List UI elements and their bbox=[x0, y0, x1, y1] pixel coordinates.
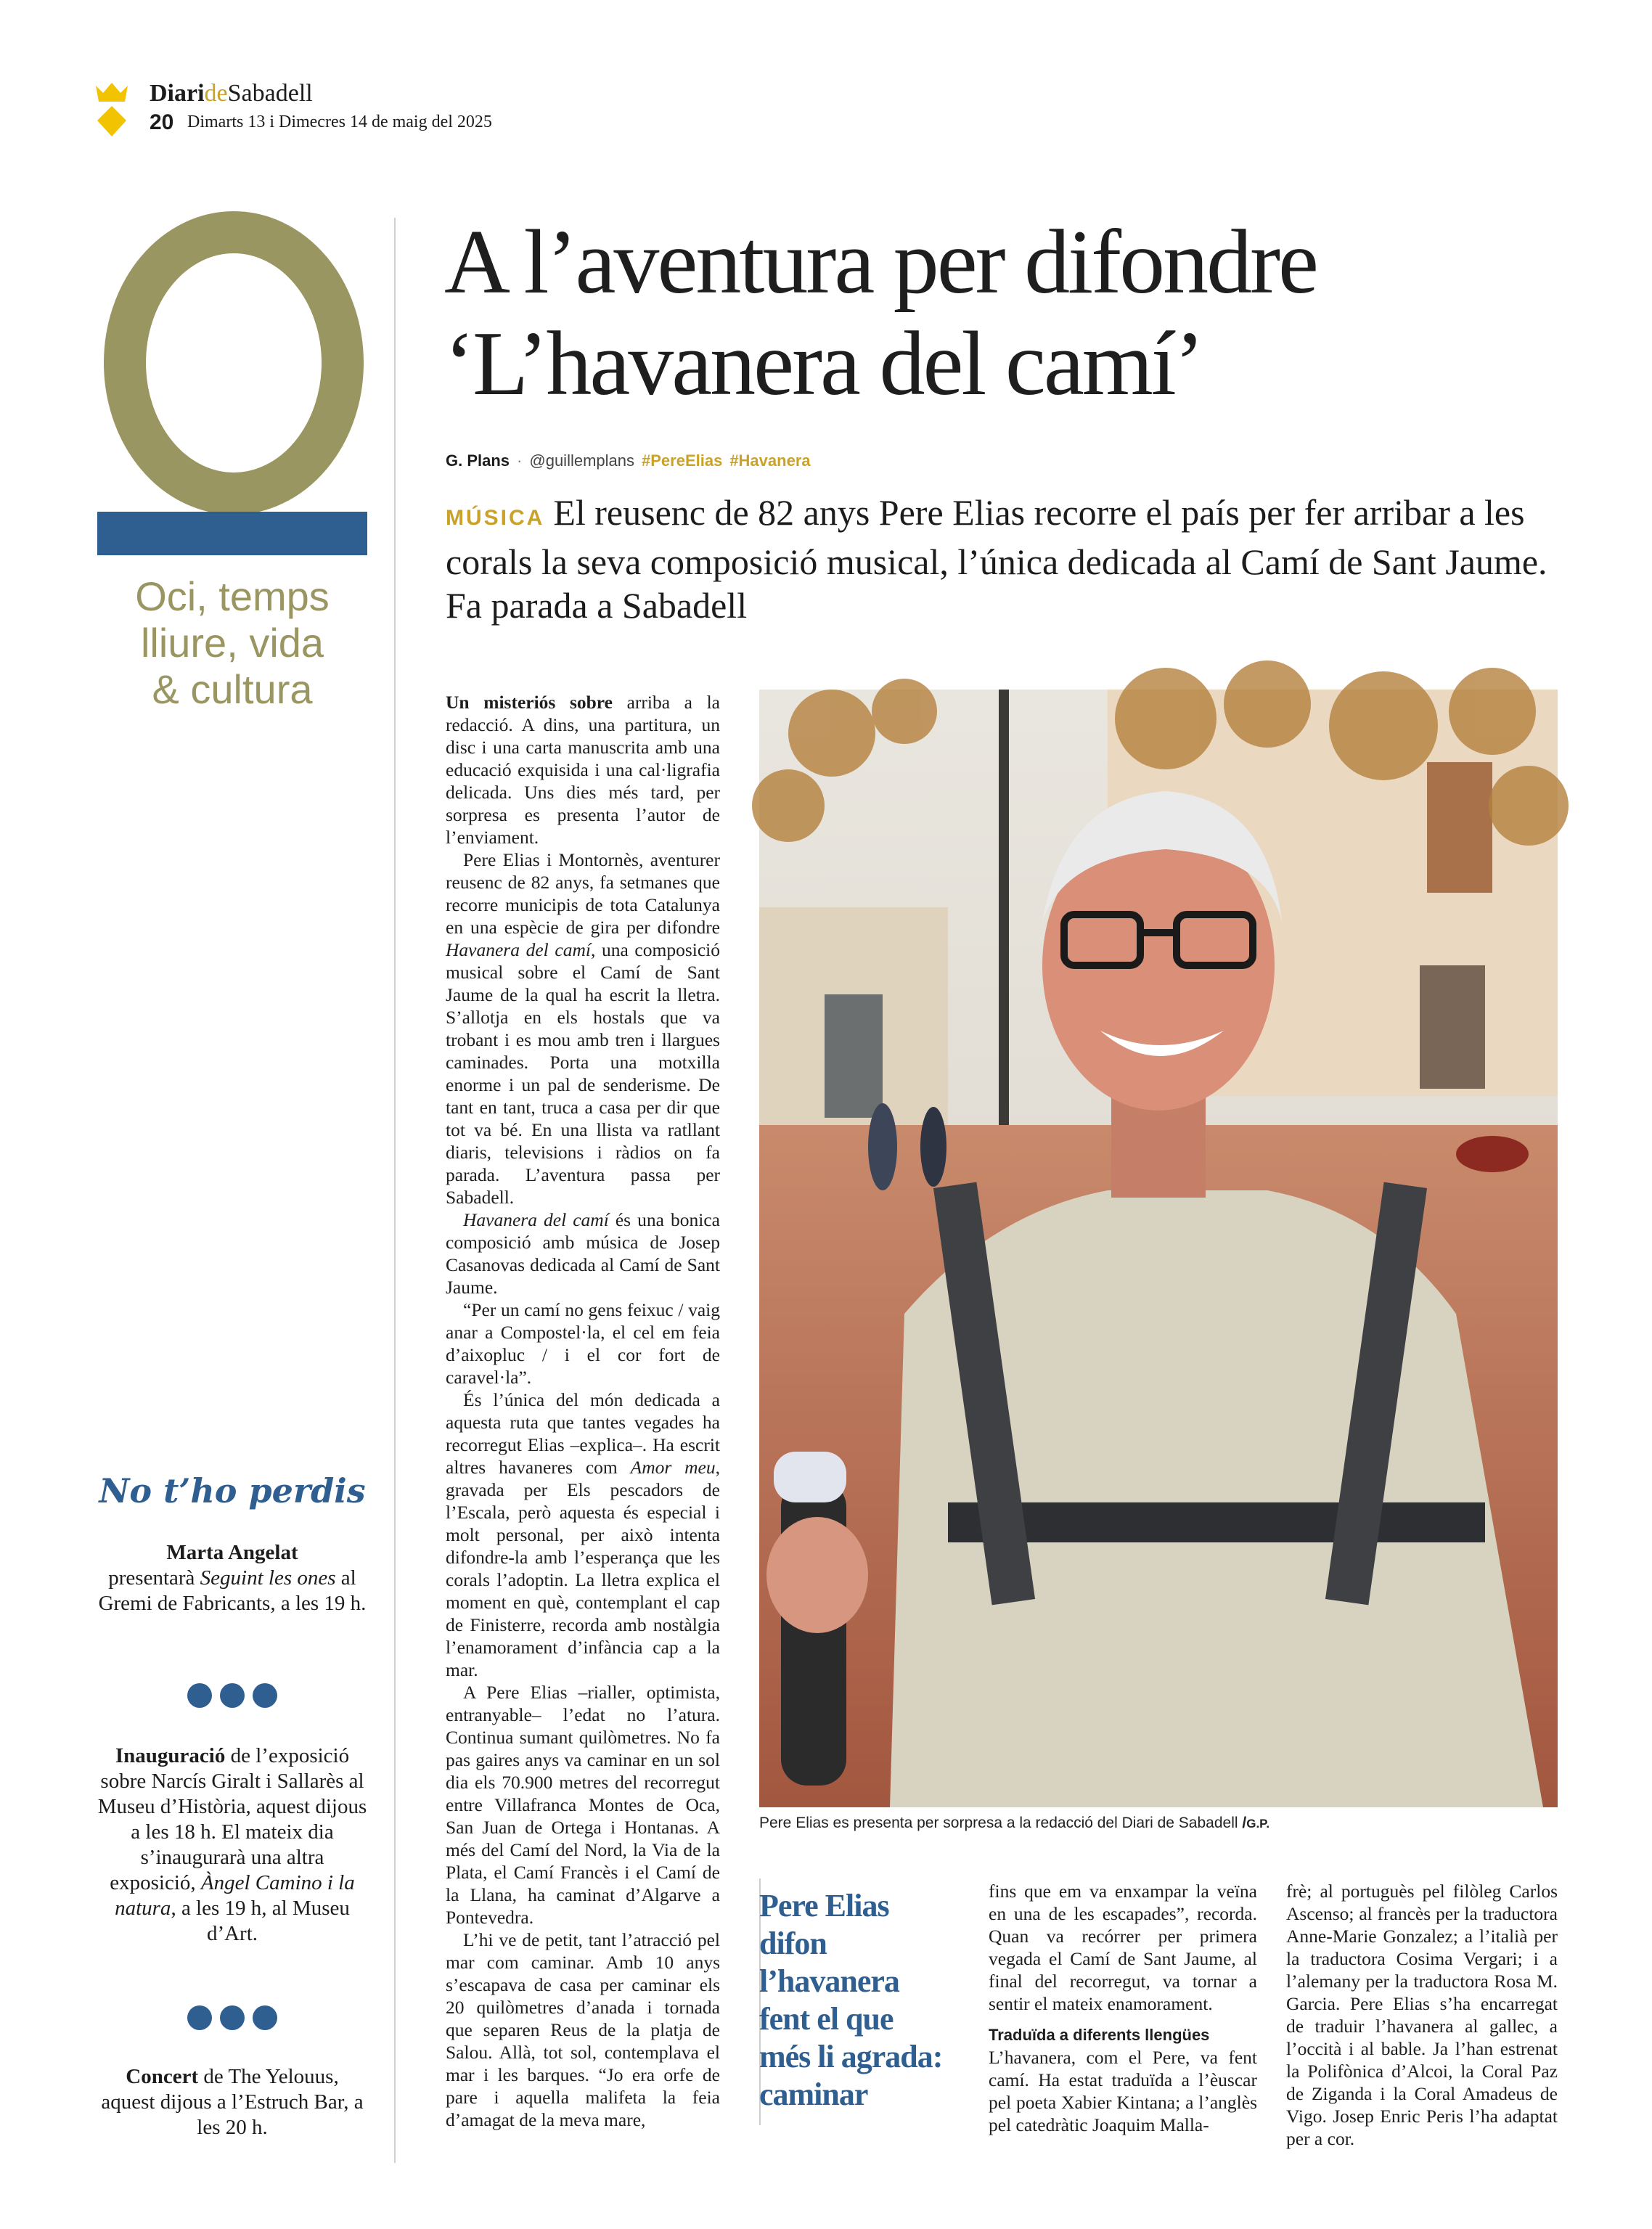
issue-date: Dimarts 13 i Dimecres 14 de maig del 2025 bbox=[187, 113, 492, 131]
section-color-bar bbox=[97, 512, 367, 555]
event-item bbox=[97, 1743, 367, 1947]
author-name: G. Plans bbox=[446, 451, 510, 470]
paragraph bbox=[446, 1298, 720, 1388]
event-title: Inauguració bbox=[115, 1744, 226, 1767]
article-body-column-2 bbox=[989, 1880, 1257, 2136]
lede-text: El reusenc de 82 anys Pere Elias recorre el país per fer arribar a les corals la seva composició musical, l’única dedicada al Camí de Sant Jaume. Fa parada a Sabadell bbox=[446, 492, 1547, 626]
paragraph-text: Pere Elias i Montornès, aventurer reusenc de 82 anys, fa setmanes que recorre municipis de tota Catalunya en una espècie de gira per difondre bbox=[446, 849, 720, 938]
credit-slash: / bbox=[1242, 1815, 1247, 1831]
pull-quote: Pere Elias difon l’havanera fent el que més li agrada: caminar bbox=[759, 1888, 943, 2112]
paragraph-text: “Per un camí no gens feixuc / vaig anar a Compostel·la, el cel em feia d’aixopluc / i el cor fort de caravel·la”. bbox=[446, 1299, 720, 1388]
paragraph bbox=[989, 1880, 1257, 2015]
brand-part-diari: Diari bbox=[150, 80, 205, 107]
byline bbox=[446, 451, 811, 470]
author-handle[interactable]: @guillemplans bbox=[529, 451, 634, 470]
event-emphasis: Àngel Camino i la natura bbox=[115, 1871, 355, 1920]
section-kicker: MÚSICA bbox=[446, 506, 545, 530]
event-title: Marta Angelat bbox=[166, 1541, 298, 1564]
paragraph-text: , gravada per Els pescadors de l’Escala, però aquesta és especial i molt personal, per això intenta difondre-la amb l’esperança que les corals l’adoptin. La lletra explica el moment en què, contemplant el cap de Finisterre, recorda amb nostàlgia l’enamorament d’infància cap a la mar. bbox=[446, 1457, 721, 1680]
paragraph-text: , una composició musical sobre el Camí de Sant Jaume de la qual ha escrit la lletra. S’allotja en els hostals que va trobant i es mou amb tren i llargues caminades. Porta una motxilla enorme i un pal de senderisme. De tant en tant, truca a casa per dir que tot va bé. En una llista va ratllant diaris, televisions i ràdios on fa parada. L’aventura passa per Sabadell. bbox=[446, 939, 720, 1208]
paragraph bbox=[446, 1388, 720, 1681]
event-text: de l’exposició sobre Narcís Giralt i Sallarès al Museu d’Història, aquest dijous a les 18 h. El mateix dia s’inaugurarà una altra exposició, bbox=[97, 1744, 367, 1894]
paragraph-emphasis: Havanera del camí bbox=[446, 939, 591, 960]
brand-name[interactable] bbox=[150, 80, 313, 107]
event-text: al Gremi de Fabricants, a les 19 h. bbox=[98, 1566, 367, 1615]
section-name-line-1: Oci, temps bbox=[135, 573, 330, 619]
paragraph bbox=[446, 1929, 720, 2131]
event-item bbox=[97, 2064, 367, 2140]
event-text: de The Yelouus, aquest dijous a l’Estruch Bar, a les 20 h. bbox=[101, 2065, 364, 2139]
lead-in: Un misteriós sobre bbox=[446, 692, 613, 713]
paragraph bbox=[446, 1208, 720, 1298]
article-body-column-3 bbox=[1286, 1880, 1558, 2150]
article-photo bbox=[759, 690, 1558, 1807]
paragraph-text: És l’única del món dedicada a aquesta ruta que tantes vegades ha recorregut Elias –explica–. Ha escrit altres havaneres com bbox=[446, 1389, 720, 1478]
paragraph-emphasis: Havanera del camí bbox=[463, 1209, 609, 1230]
section-letter-o bbox=[94, 218, 374, 508]
column-divider bbox=[394, 218, 396, 2163]
hashtag-pereelias[interactable]: #PereElias bbox=[642, 451, 723, 470]
paragraph bbox=[989, 2046, 1257, 2136]
article-lede bbox=[446, 491, 1578, 627]
headline-line-1: A l’aventura per difondre bbox=[444, 212, 1317, 313]
brand-part-sabadell: Sabadell bbox=[227, 80, 313, 107]
paragraph-text: és una bonica composició amb música de Josep Casanovas dedicada al Camí de Sant Jaume. bbox=[446, 1209, 721, 1298]
paragraph bbox=[1286, 1880, 1558, 2150]
paragraph bbox=[446, 691, 720, 848]
paragraph-text: frè; al portuguès pel filòleg Carlos Ascenso; al francès per la traductora Anne-Marie Gonzalez; a l’italià per la traductora Cosima Vergari; i a l’alemany per la traductora Rosa M. Garcia. Pere Elias s’ha encarregat de traduir l’havanera al gallec, a l’occità i al bable. Ja l’han estrenat la Polifònica d’Alcoi, la Coral Paz de Ziganda i la Coral Amadeus de Vigo. Josep Enric Peris l’ha adaptat per a cor. bbox=[1286, 1881, 1558, 2149]
paragraph-text: A Pere Elias –rialler, optimista, entranyable– l’edat no l’atura. Continua sumant quilòmetres. No fa pas gaires anys va caminar en un sol dia els 70.900 metres del recorregut entre Villafranca Montes de Oca, San Juan de Ortega i Hontanas. A més del Camí del Nord, la Via de la Plata, el Camí Francès i el Camí de la Llana, ha caminat d’Algarve a Pontevedra. bbox=[446, 1682, 720, 1928]
byline-separator: · bbox=[517, 451, 523, 470]
photo-credit: G.P. bbox=[1246, 1817, 1270, 1831]
article-headline bbox=[444, 212, 1577, 415]
article-subheading: Traduïda a diferents llengües bbox=[989, 2026, 1210, 2044]
paragraph-text: L’havanera, com el Pere, va fent camí. Ha estat traduïda a l’èuscar pel poeta Xabier Kintana; a l’anglès pel catedràtic Joaquim Malla- bbox=[989, 2047, 1257, 2135]
photo-caption bbox=[759, 1815, 1558, 1832]
sidebar-title bbox=[99, 1459, 366, 1517]
event-item bbox=[97, 1540, 367, 1616]
paragraph bbox=[446, 848, 720, 1208]
event-title: Concert bbox=[126, 2065, 199, 2088]
paragraph-emphasis: Amor meu bbox=[630, 1457, 716, 1478]
paragraph bbox=[446, 1681, 720, 1929]
three-dots-separator-icon bbox=[185, 1682, 279, 1709]
brand-part-de: de bbox=[204, 80, 228, 107]
section-name bbox=[97, 573, 367, 713]
three-dots-separator-icon bbox=[185, 2005, 279, 2031]
event-text: , a les 19 h, al Museu d’Art. bbox=[171, 1897, 350, 1945]
event-text: presentarà bbox=[108, 1566, 200, 1590]
sidebar-title-text: No t’ho perdis bbox=[99, 1471, 366, 1510]
paragraph-text: L’hi ve de petit, tant l’atracció pel mar com caminar. Amb 10 anys s’escapava de casa per caminar els 20 quilòmetres d’anada i tornada que separen Reus de la platja de Salou. Allà, tot sol, contemplava el mar i les barques. “Jo era orfe de pare i aquella malifeta la feia d’amagat de la meva mare, bbox=[446, 1929, 720, 2130]
crown-diamond-logo-icon bbox=[93, 80, 131, 138]
paragraph-text: fins que em va enxampar la veïna en una de les escapades”, recorda. Quan va recórrer per primera vegada el Camí de Sant Jaume, al final del recorregut, va tornar a sentir el mateix enamorament. bbox=[989, 1881, 1257, 2014]
paragraph-text: arriba a la redacció. A dins, una partitura, un disc i una carta manuscrita amb una educació exquisida i una cal·ligrafia delicada. Uns dies més tard, per sorpresa es presenta l’autor de l’enviament. bbox=[446, 692, 720, 848]
headline-line-2: ‘L’havanera del camí’ bbox=[444, 314, 1203, 414]
page-number: 20 bbox=[150, 110, 174, 134]
section-name-line-3: & cultura bbox=[152, 666, 313, 712]
section-name-line-2: lliure, vida bbox=[140, 620, 324, 666]
hashtag-havanera[interactable]: #Havanera bbox=[729, 451, 811, 470]
article-body-column-1 bbox=[446, 691, 720, 2131]
caption-text: Pere Elias es presenta per sorpresa a la redacció del Diari de Sabadell bbox=[759, 1815, 1238, 1831]
event-emphasis: Seguint les ones bbox=[200, 1566, 336, 1590]
